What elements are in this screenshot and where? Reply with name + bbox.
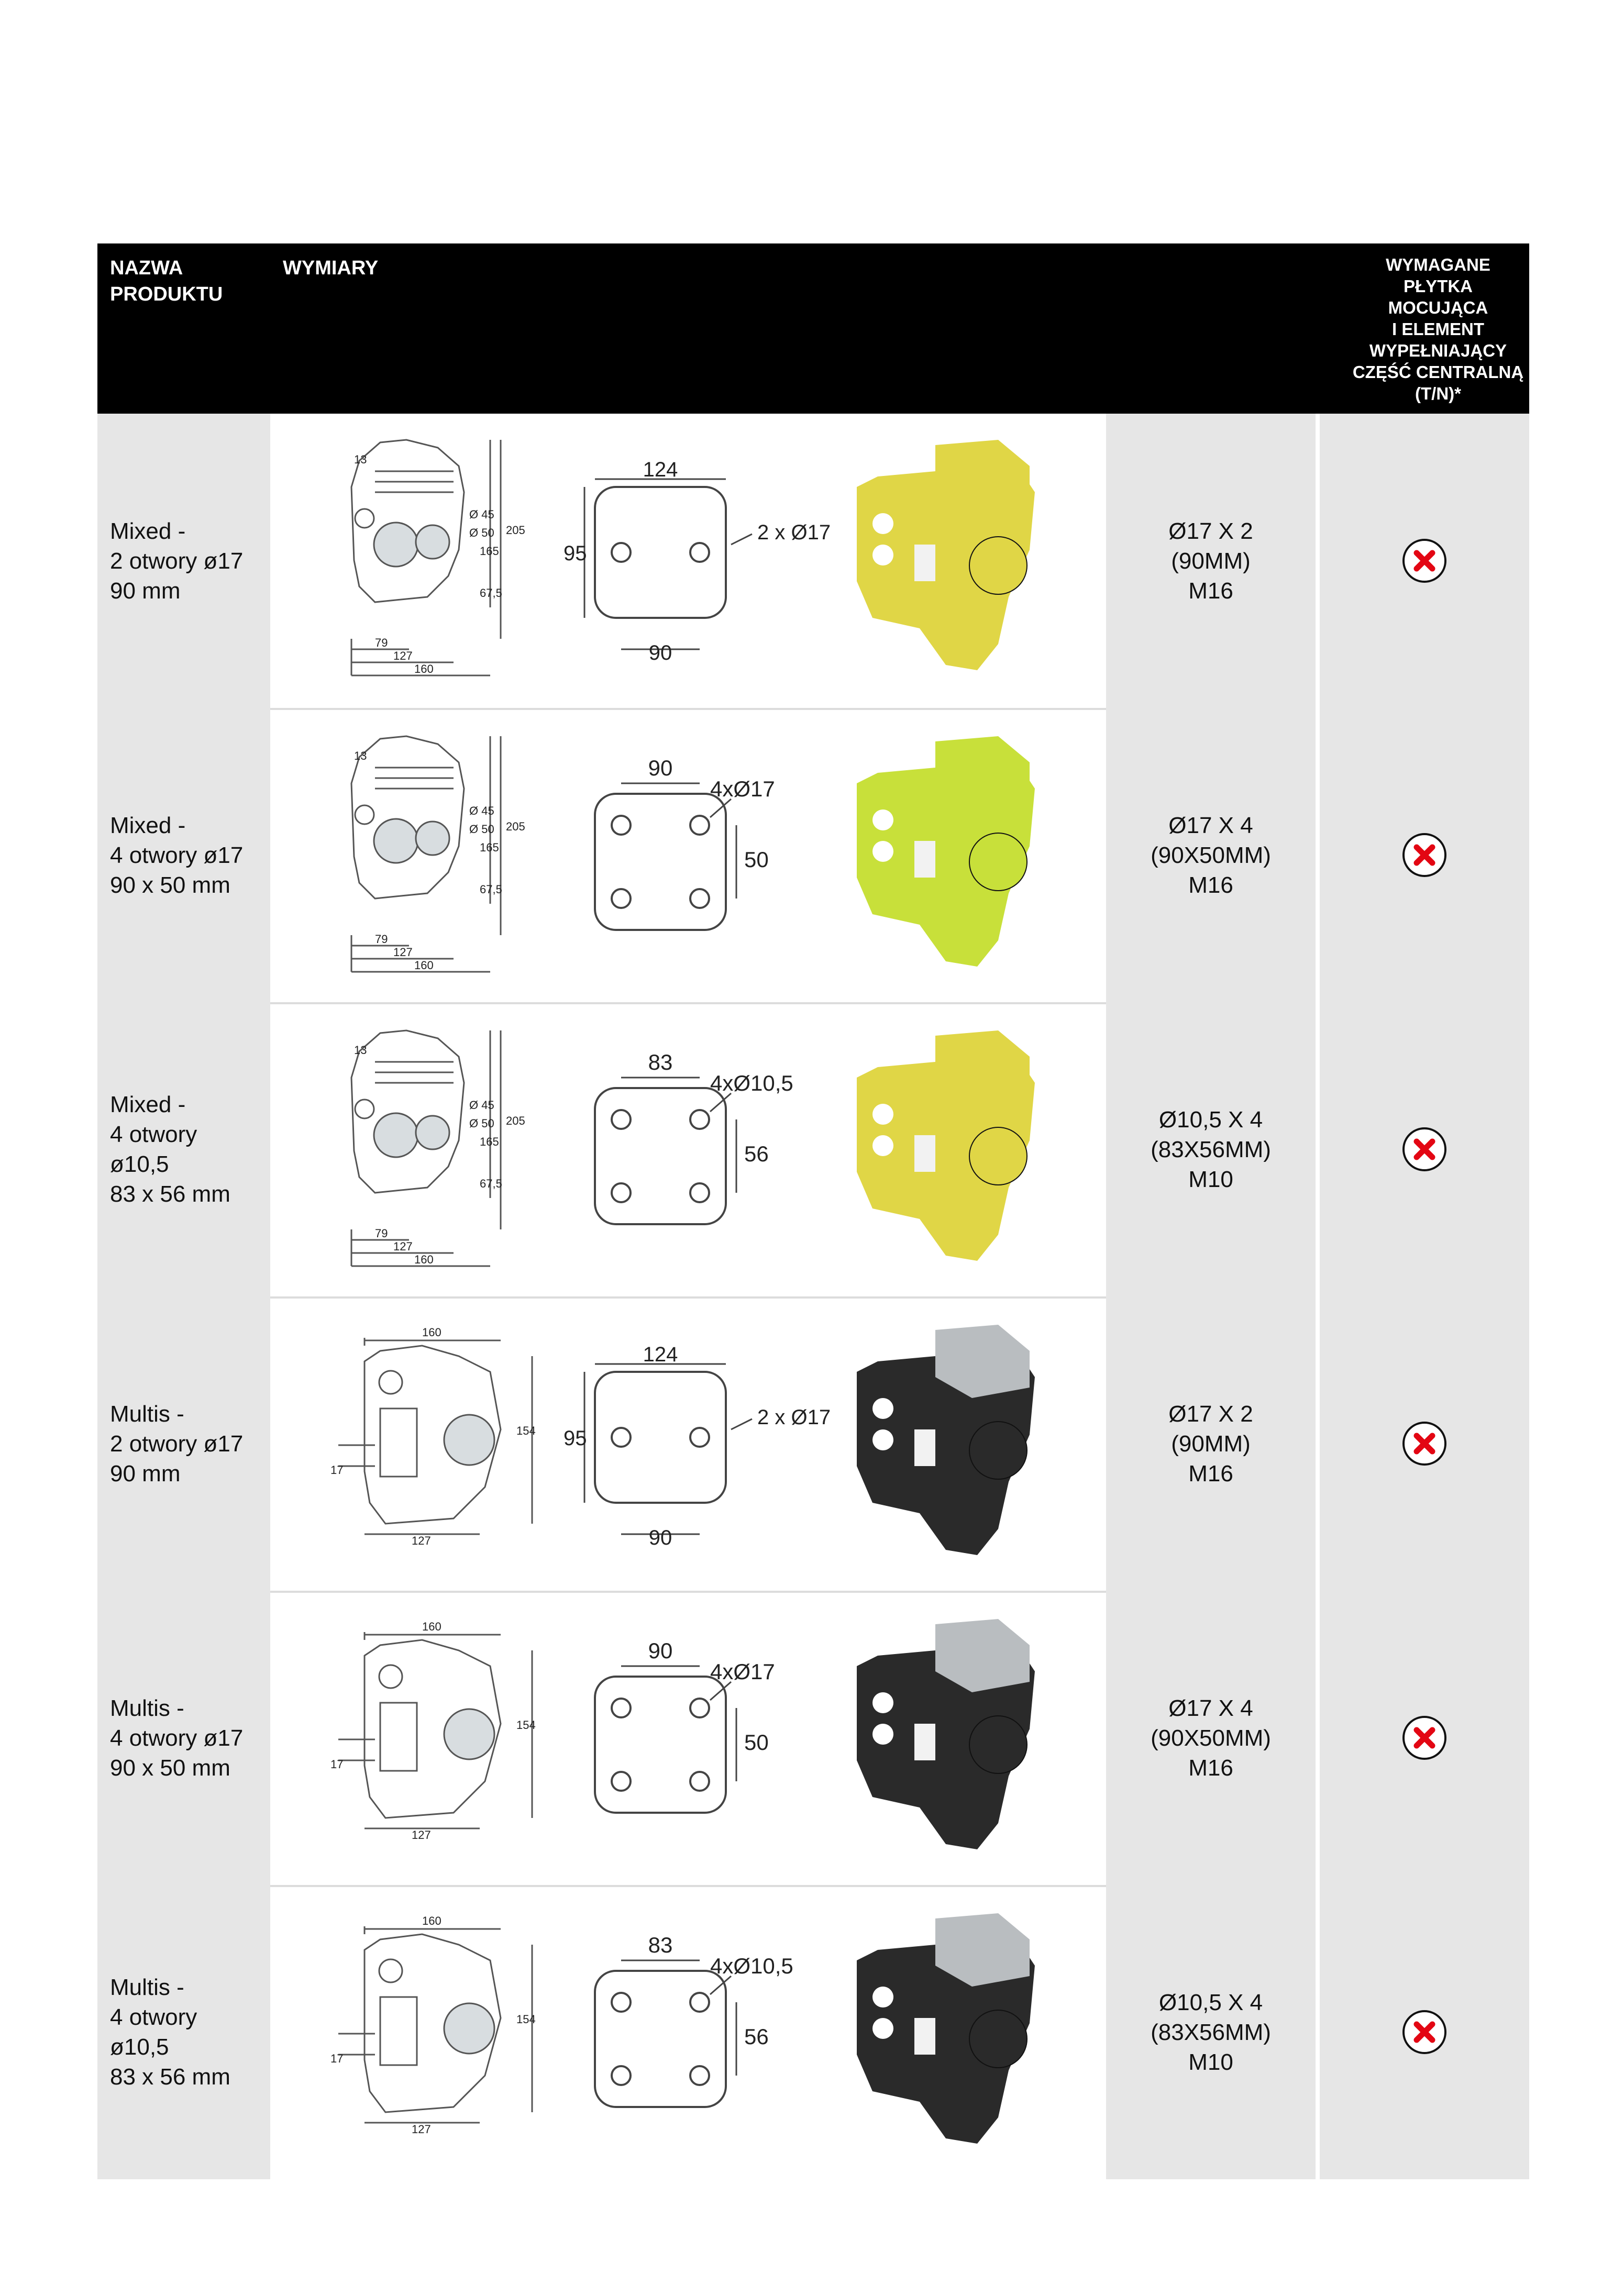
dimension-label: 205 [506, 1114, 525, 1127]
dimension-label: 154 [516, 2013, 536, 2026]
dimension-label: Ø 45 [469, 1099, 494, 1112]
bolt-spec: Ø17 X 4 (90X50MM) M16 [1151, 812, 1271, 898]
column-divider [1316, 1002, 1320, 1296]
product-photo [841, 1898, 1061, 2159]
header-dimensions: WYMIARY [283, 257, 379, 279]
product-photo [841, 1603, 1061, 1865]
required-cell [1320, 1002, 1529, 1296]
table-row [97, 414, 1529, 708]
column-divider [1316, 1885, 1320, 2179]
dimension-label: 127 [412, 1828, 431, 1842]
dimension-label: 67,5 [480, 586, 502, 600]
mounting-plate-drawing [553, 1020, 846, 1271]
mounting-plate-drawing [553, 726, 846, 977]
header-product-name: NAZWA PRODUKTU [110, 257, 223, 305]
dimension-label: 79 [375, 933, 388, 946]
dimension-label: 165 [480, 1135, 499, 1148]
dimension-label: 205 [506, 524, 525, 537]
required-cell [1320, 1885, 1529, 2179]
dimension-label: 13 [354, 1044, 367, 1057]
dimension-label: 205 [506, 820, 525, 833]
dimension-label: 154 [516, 1718, 536, 1732]
dimension-label: 79 [375, 1227, 388, 1240]
plate-hole-label: 4xØ17 [710, 1659, 775, 1684]
technical-drawing [302, 726, 553, 977]
dimension-label: 165 [480, 841, 499, 854]
dimension-label: Ø 50 [469, 1117, 494, 1130]
dimensions-cell [270, 414, 1106, 708]
dimension-label: 17 [330, 2052, 344, 2065]
spec-cell [1106, 1885, 1316, 2179]
plate-spacing-label: 90 [648, 1638, 673, 1663]
dimension-label: Ø 50 [469, 823, 494, 836]
dimension-label: 160 [414, 1253, 434, 1266]
dimension-label: 154 [516, 1424, 536, 1437]
table-body [97, 414, 1529, 2179]
required-cell [1320, 1296, 1529, 1591]
dimension-label: 127 [412, 1534, 431, 1547]
product-name-cell [97, 708, 270, 1002]
plate-spacing-label: 90 [648, 1526, 672, 1549]
dimension-label: 67,5 [480, 1177, 502, 1190]
technical-drawing [302, 429, 553, 681]
dimension-label: Ø 50 [469, 526, 494, 539]
plate-spacing-label: 90 [648, 756, 673, 780]
product-name: Mixed - 4 otwory ø17 90 x 50 mm [110, 812, 244, 898]
product-name: Multis - 4 otwory ø10,5 83 x 56 mm [110, 1975, 230, 2090]
product-name: Mixed - 2 otwory ø17 90 mm [110, 518, 244, 604]
dimension-label: 13 [354, 453, 367, 466]
dimension-label: 127 [393, 946, 413, 959]
plate-spacing-label: 90 [648, 641, 672, 664]
cross-icon [1401, 831, 1448, 879]
column-divider [1316, 1296, 1320, 1591]
product-name: Multis - 4 otwory ø17 90 x 50 mm [110, 1695, 244, 1781]
plate-height-label: 95 [564, 1427, 587, 1450]
spec-cell [1106, 1002, 1316, 1296]
dimension-label: 165 [480, 545, 499, 558]
dimension-label: 67,5 [480, 883, 502, 896]
plate-hole-label: 2 x Ø17 [757, 1406, 831, 1429]
product-name-cell [97, 1885, 270, 2179]
mounting-plate-drawing [553, 1609, 846, 1860]
cross-icon [1401, 2009, 1448, 2056]
mounting-plate-drawing [553, 1903, 846, 2154]
product-photo [841, 1309, 1061, 1571]
mounting-plate-drawing [553, 429, 846, 681]
technical-drawing [302, 1020, 553, 1271]
dimensions-cell [270, 1002, 1106, 1296]
plate-spacing-label: 50 [744, 1730, 769, 1755]
dimensions-cell [270, 1885, 1106, 2179]
dimension-label: 127 [393, 649, 413, 662]
technical-drawing [302, 1609, 553, 1860]
dimensions-cell [270, 708, 1106, 1002]
spec-cell [1106, 1591, 1316, 1885]
plate-hole-label: 4xØ10,5 [710, 1954, 793, 1978]
required-cell [1320, 1591, 1529, 1885]
plate-spacing-label: 56 [744, 2024, 769, 2049]
table-header [97, 243, 1529, 414]
dimension-label: 160 [422, 1620, 441, 1633]
product-name: Multis - 2 otwory ø17 90 mm [110, 1401, 244, 1487]
plate-spacing-label: 83 [648, 1933, 673, 1957]
header-required-plate: WYMAGANE PŁYTKA MOCUJĄCA I ELEMENT WYPEŁNIAJĄCY CZĘŚĆ CENTRALNĄ (T/N)* [1352, 255, 1524, 403]
dimension-label: 160 [414, 662, 434, 675]
bolt-spec: Ø17 X 4 (90X50MM) M16 [1151, 1695, 1271, 1781]
dimensions-cell [270, 1591, 1106, 1885]
plate-hole-label: 2 x Ø17 [757, 521, 831, 544]
dimension-label: 79 [375, 636, 388, 649]
cross-icon [1401, 1714, 1448, 1761]
technical-drawing [302, 1903, 553, 2154]
plate-spacing-label: 56 [744, 1141, 769, 1166]
dimensions-cell [270, 1296, 1106, 1591]
product-name: Mixed - 4 otwory ø10,5 83 x 56 mm [110, 1092, 230, 1207]
technical-drawing [302, 1314, 553, 1566]
dimension-label: 160 [414, 959, 434, 972]
table-row [97, 708, 1529, 1002]
bolt-spec: Ø10,5 X 4 (83X56MM) M10 [1151, 1989, 1271, 2075]
dimension-label: 160 [422, 1326, 441, 1339]
plate-width-label: 124 [643, 1343, 678, 1366]
cross-icon [1401, 537, 1448, 584]
product-photo [841, 424, 1061, 686]
plate-hole-label: 4xØ17 [710, 777, 775, 801]
dimension-label: 13 [354, 749, 367, 762]
dimension-label: Ø 45 [469, 804, 494, 817]
bolt-spec: Ø17 X 2 (90MM) M16 [1168, 1401, 1253, 1487]
cross-icon [1401, 1420, 1448, 1467]
dimension-label: 127 [393, 1240, 413, 1253]
product-name-cell [97, 1591, 270, 1885]
plate-width-label: 124 [643, 458, 678, 481]
dimension-label: 160 [422, 1914, 441, 1927]
table-row [97, 1885, 1529, 2179]
product-name-cell [97, 1296, 270, 1591]
product-photo [841, 720, 1061, 982]
table-row [97, 1591, 1529, 1885]
product-table [97, 243, 1529, 2179]
dimension-label: 127 [412, 2123, 431, 2136]
dimension-label: Ø 45 [469, 508, 494, 521]
required-cell [1320, 414, 1529, 708]
plate-hole-label: 4xØ10,5 [710, 1071, 793, 1095]
table-row [97, 1002, 1529, 1296]
product-name-cell [97, 1002, 270, 1296]
cross-icon [1401, 1126, 1448, 1173]
dimension-label: 17 [330, 1758, 344, 1771]
column-divider [1316, 708, 1320, 1002]
bolt-spec: Ø10,5 X 4 (83X56MM) M10 [1151, 1106, 1271, 1192]
mounting-plate-drawing [553, 1314, 846, 1566]
product-name-cell [97, 414, 270, 708]
bolt-spec: Ø17 X 2 (90MM) M16 [1168, 518, 1253, 604]
spec-cell [1106, 708, 1316, 1002]
required-cell [1320, 708, 1529, 1002]
table-row [97, 1296, 1529, 1591]
spec-cell [1106, 414, 1316, 708]
column-divider [1316, 414, 1320, 708]
plate-spacing-label: 83 [648, 1050, 673, 1074]
column-divider [1316, 1591, 1320, 1885]
product-photo [841, 1015, 1061, 1277]
spec-cell [1106, 1296, 1316, 1591]
plate-spacing-label: 50 [744, 847, 769, 872]
dimension-label: 17 [330, 1463, 344, 1477]
plate-height-label: 95 [564, 542, 587, 565]
